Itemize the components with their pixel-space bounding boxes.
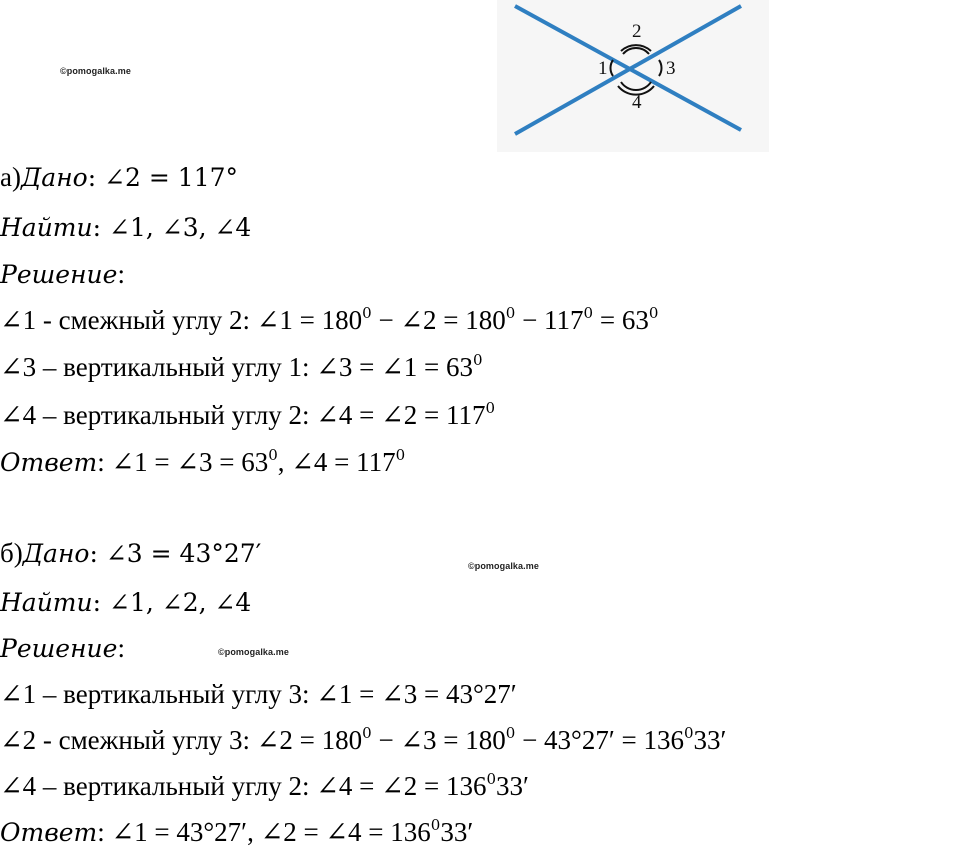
step-line-a3 [0, 398, 495, 432]
degree-sup: 0 [683, 724, 694, 742]
solution-colon: : [117, 633, 125, 663]
part-prefix: а) [0, 162, 21, 192]
solution-line-b [0, 631, 125, 665]
solution-colon: : [117, 259, 125, 289]
step-text: = 63 [593, 305, 649, 335]
find-line-a [0, 210, 251, 244]
degree-sup: 0 [583, 304, 594, 322]
answer-text: : ∠1 = ∠3 = 63 [97, 447, 269, 477]
angle-1-label: 1 [598, 58, 608, 79]
find-value: : ∠1, ∠3, ∠4 [92, 213, 252, 242]
degree-sup: 0 [505, 304, 516, 322]
given-value: : ∠3 = 43°27′ [89, 539, 262, 568]
step-line-a2 [0, 350, 483, 384]
solution-label: Решение [0, 260, 118, 289]
step-text: ∠2 - смежный углу 3: ∠2 = 180 [0, 725, 363, 755]
find-line-b [0, 585, 251, 619]
answer-label: Ответ [0, 448, 98, 477]
solution-line-a [0, 257, 125, 291]
answer-label: Ответ [0, 818, 98, 847]
step-text: − ∠2 = 180 [371, 305, 506, 335]
degree-sup: 0 [430, 816, 441, 834]
answer-line-b [0, 815, 473, 849]
step-text: − 117 [515, 305, 584, 335]
step-text: 33′ [693, 725, 727, 755]
find-label: Найти [0, 213, 93, 242]
answer-text: : ∠1 = 43°27′, ∠2 = ∠4 = 136 [97, 817, 431, 847]
step-line-b1 [0, 677, 517, 711]
step-line-b2 [0, 723, 726, 757]
degree-sup: 0 [505, 724, 516, 742]
step-line-a1 [0, 303, 658, 337]
degree-sup: 0 [472, 351, 483, 369]
step-line-b3 [0, 769, 529, 803]
step-text: ∠4 – вертикальный углу 2: ∠4 = ∠2 = 117 [0, 400, 486, 430]
solution-label: Решение [0, 634, 118, 663]
given-line-a [0, 160, 238, 194]
degree-sup: 0 [485, 399, 496, 417]
degree-sup: 0 [362, 724, 372, 742]
given-label: Дано [22, 539, 90, 568]
degree-sup: 0 [362, 304, 372, 322]
angle-2-label: 2 [632, 21, 642, 42]
step-text: − 43°27′ = 136 [515, 725, 684, 755]
watermark: ©pomogalka.me [218, 647, 289, 657]
given-value: : ∠2 = 117° [87, 163, 239, 192]
part-prefix: б) [0, 538, 23, 568]
angle-3-label: 3 [666, 58, 676, 79]
watermark: ©pomogalka.me [60, 66, 131, 76]
intersecting-lines-figure [497, 0, 769, 152]
step-text: ∠4 – вертикальный углу 2: ∠4 = ∠2 = 136 [0, 771, 487, 801]
answer-text: 33′ [440, 817, 474, 847]
step-text: 33′ [496, 771, 529, 801]
answer-text: , ∠4 = 117 [277, 447, 396, 477]
step-text: ∠1 – вертикальный углу 3: ∠1 = ∠3 = 43°27′ [0, 679, 517, 709]
degree-sup: 0 [648, 304, 659, 322]
find-label: Найти [0, 588, 93, 617]
degree-sup: 0 [268, 446, 278, 464]
find-value: : ∠1, ∠2, ∠4 [92, 588, 252, 617]
step-text: − ∠3 = 180 [371, 725, 506, 755]
answer-line-a [0, 445, 405, 479]
given-line-b [0, 536, 261, 570]
step-text: ∠3 – вертикальный углу 1: ∠3 = ∠1 = 63 [0, 352, 473, 382]
degree-sup: 0 [486, 770, 497, 788]
watermark: ©pomogalka.me [468, 561, 539, 571]
step-text: ∠1 - смежный углу 2: ∠1 = 180 [0, 305, 363, 335]
degree-sup: 0 [395, 446, 406, 464]
angle-4-label: 4 [632, 92, 642, 113]
given-label: Дано [20, 163, 88, 192]
